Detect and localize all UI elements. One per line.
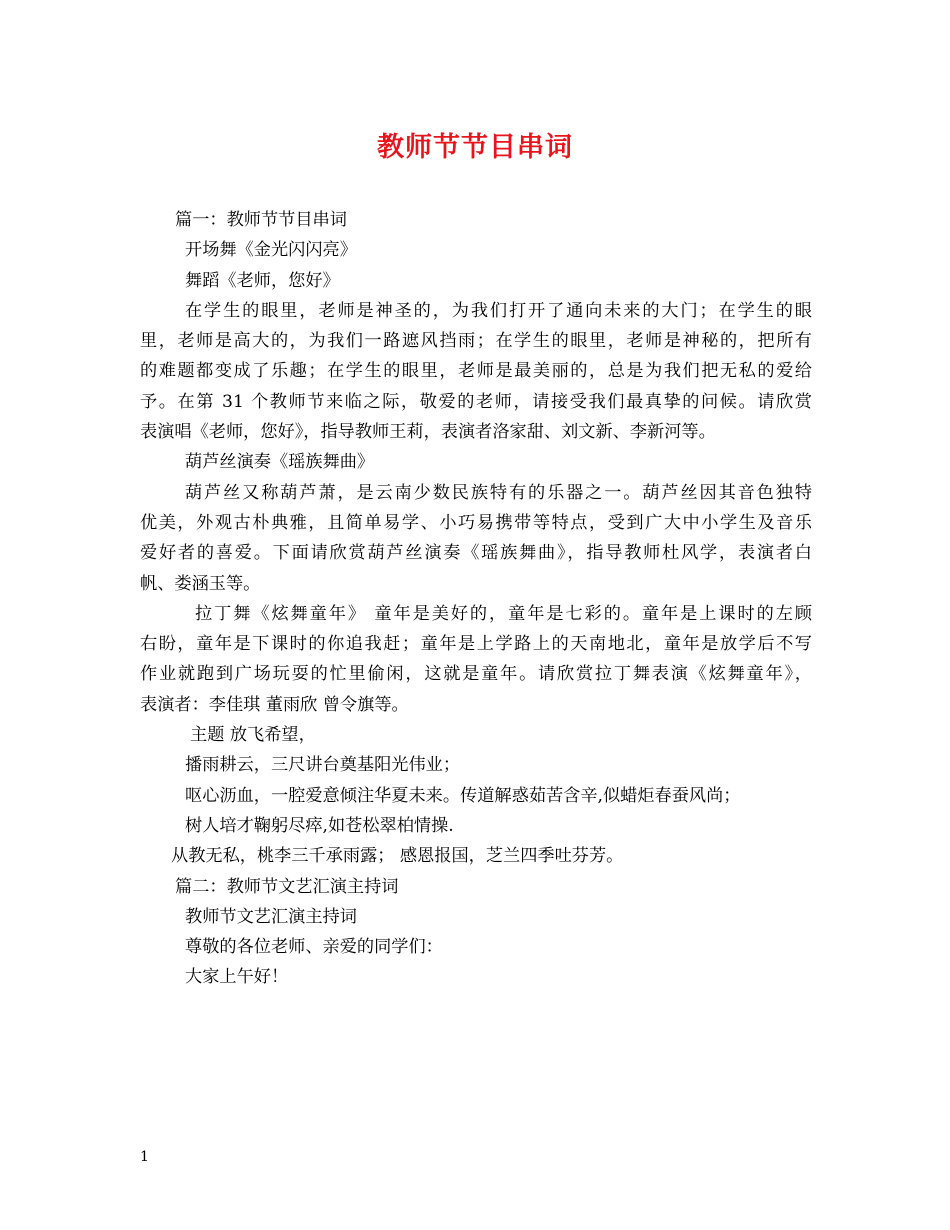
theme-line: 主题 放飞希望，: [190, 725, 316, 746]
section-heading: 篇二：教师节文艺汇演主持词: [175, 876, 399, 897]
paragraph-line: 葫芦丝又称葫芦萧，是云南少数民族特有的乐器之一。葫芦丝因其音色独特: [185, 482, 812, 503]
paragraph-line: 的难题都变成了乐趣；在学生的眼里，老师是最美丽的，总是为我们把无私的爱给: [140, 361, 812, 382]
paragraph-line: 拉丁舞《炫舞童年》 童年是美好的，童年是七彩的。童年是上课时的左顾: [195, 603, 812, 624]
paragraph-line: 在学生的眼里，老师是神圣的，为我们打开了通向未来的大门；在学生的眼: [185, 300, 812, 321]
greeting-line: 大家上午好！: [185, 967, 289, 988]
paragraph-line: 帆、娄涵玉等。: [140, 573, 261, 594]
couplet-line: 呕心沥血，一腔爱意倾注华夏未来。传道解惑茹苦含辛,似蜡炬春蚕风尚；: [185, 785, 741, 806]
document-body: [140, 205, 812, 993]
paragraph-line: 爱好者的喜爱。下面请欣赏葫芦丝演奏《瑶族舞曲》，指导教师杜风学，表演者白: [140, 543, 812, 564]
paragraph-line: 作业就跑到广场玩耍的忙里偷闲，这就是童年。请欣赏拉丁舞表演《炫舞童年》，: [140, 664, 812, 685]
program-item: 开场舞《金光闪闪亮》: [185, 240, 357, 261]
paragraph-line: 右盼，童年是下课时的你追我赶；童年是上学路上的天南地北，童年是放学后不写: [140, 634, 812, 655]
document-title: 教师节节目串词: [377, 132, 573, 163]
paragraph-line: 里，老师是高大的，为我们一路遮风挡雨；在学生的眼里，老师是神秘的，把所有: [140, 331, 812, 352]
paragraph-line: 表演唱《老师，您好》，指导教师王莉，表演者洛家甜、刘文新、李新河等。: [140, 422, 716, 443]
page-number: 1: [140, 1149, 149, 1165]
paragraph-line: 予。在第 31 个教师节来临之际，敬爱的老师，请接受我们最真挚的问候。请欣赏: [140, 391, 812, 412]
section-heading: 篇一：教师节节目串词: [175, 210, 347, 230]
couplet-line: 从教无私，桃李三千承雨露； 感恩报国，芝兰四季吐芬芳。: [171, 846, 624, 867]
greeting-line: 尊敬的各位老师、亲爱的同学们：: [185, 937, 443, 958]
paragraph-line: 表演者：李佳琪 董雨欣 曾令旗等。: [140, 694, 409, 715]
program-item: 葫芦丝演奏《瑶族舞曲》: [185, 452, 375, 473]
couplet-line: 树人培才鞠躬尽瘁,如苍松翠柏情操.: [185, 815, 454, 836]
couplet-line: 播雨耕云，三尺讲台奠基阳光伟业；: [185, 755, 461, 776]
program-item: 舞蹈《老师，您好》: [185, 270, 340, 291]
paragraph-line: 优美，外观古朴典雅，且简单易学、小巧易携带等特点，受到广大中小学生及音乐: [140, 512, 812, 533]
subheading: 教师节文艺汇演主持词: [185, 906, 357, 927]
